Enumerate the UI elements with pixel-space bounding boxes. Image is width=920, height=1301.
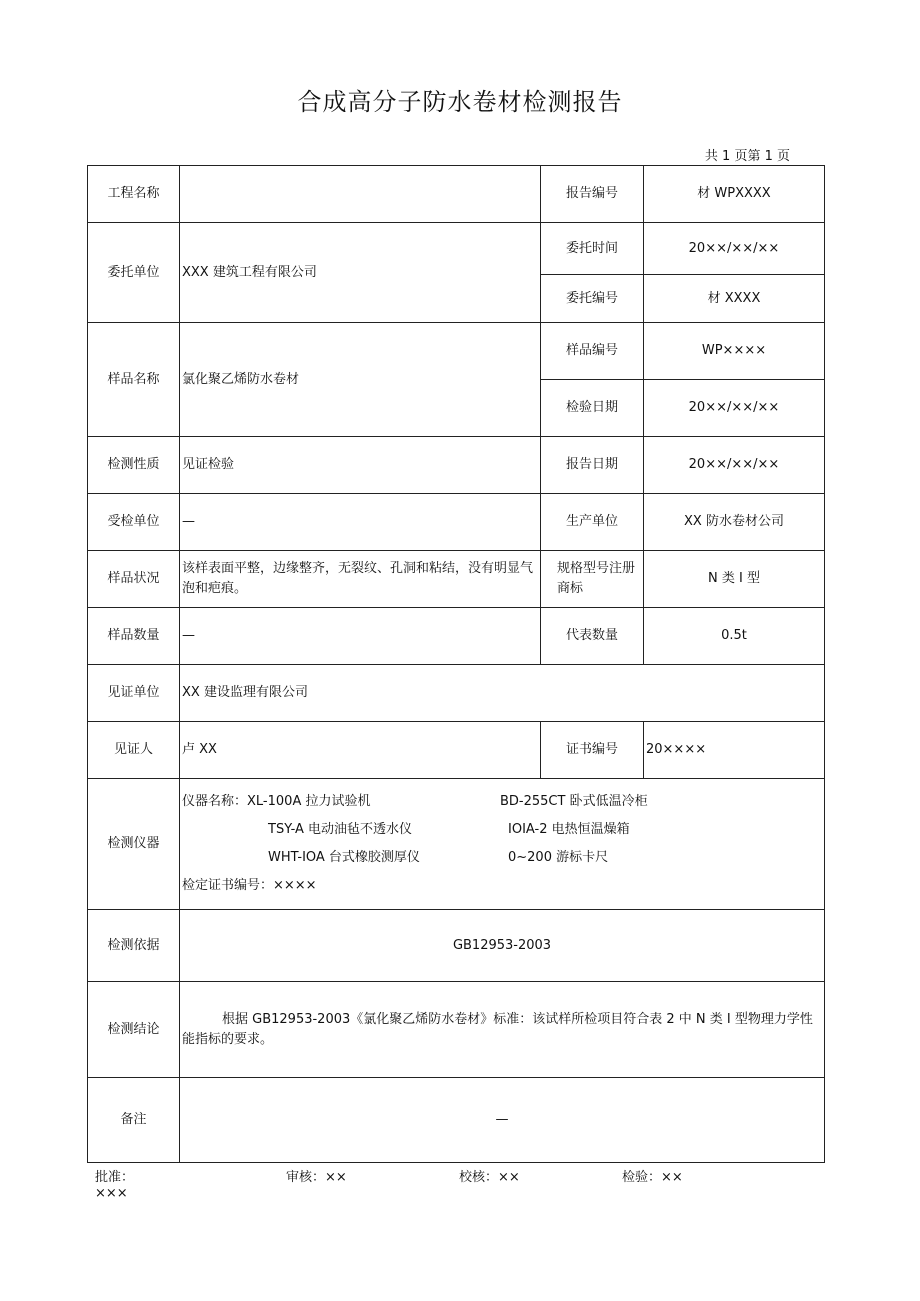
value-conclusion: 根据 GB12953-2003《氯化聚乙烯防水卷材》标准：该试样所检项目符合表 2 中 N 类 I 型物理力学性能指标的要求。: [180, 982, 825, 1078]
sign-review: 审核：××: [286, 1170, 347, 1185]
label-inspected-unit: 受检单位: [88, 494, 180, 551]
label-commission-no: 委托编号: [541, 275, 644, 323]
value-sample-no: WP××××: [644, 323, 825, 380]
label-sample-name: 样品名称: [88, 323, 180, 437]
instrument-item-2: BD-255CT 卧式低温冷柜: [500, 794, 648, 809]
row-sample-qty: [88, 608, 825, 665]
value-basis: GB12953-2003: [180, 910, 825, 982]
label-report-date: 报告日期: [541, 437, 644, 494]
value-project-name: [180, 166, 541, 223]
row-witness: [88, 722, 825, 779]
instruments-cell: [180, 779, 825, 910]
value-spec-model: N 类 I 型: [644, 551, 825, 608]
label-cert-no: 证书编号: [541, 722, 644, 779]
row-remarks: [88, 1078, 825, 1163]
instrument-item-5: WHT-IOA 台式橡胶测厚仪: [268, 850, 420, 865]
value-inspected-unit: —: [180, 494, 541, 551]
value-test-date: 20××/××/××: [644, 380, 825, 437]
row-instruments: [88, 779, 825, 910]
label-report-no: 报告编号: [541, 166, 644, 223]
label-witness: 见证人: [88, 722, 180, 779]
value-rep-qty: 0.5t: [644, 608, 825, 665]
label-test-nature: 检测性质: [88, 437, 180, 494]
instrument-item-6: 0~200 游标卡尺: [508, 850, 609, 865]
label-sample-status: 样品状况: [88, 551, 180, 608]
row-sample: [88, 323, 825, 380]
row-sample-status: [88, 551, 825, 608]
value-remarks: —: [180, 1078, 825, 1163]
label-instruments: 检测仪器: [88, 779, 180, 910]
label-manufacturer: 生产单位: [541, 494, 644, 551]
instrument-item-4: IOIA-2 电热恒温燥箱: [508, 822, 630, 837]
label-basis: 检测依据: [88, 910, 180, 982]
value-sample-status: 该样表面平整，边缘整齐，无裂纹、孔洞和粘结，没有明显气泡和疤痕。: [180, 551, 541, 608]
report-title: 合成高分子防水卷材检测报告: [297, 88, 623, 116]
label-witness-unit: 见证单位: [88, 665, 180, 722]
label-remarks: 备注: [88, 1078, 180, 1163]
row-client: [88, 223, 825, 275]
label-sample-no: 样品编号: [541, 323, 644, 380]
instrument-line-1: [182, 788, 822, 816]
value-sample-qty: —: [180, 608, 541, 665]
row-conclusion: [88, 982, 825, 1078]
row-test-nature: [88, 437, 825, 494]
label-conclusion: 检测结论: [88, 982, 180, 1078]
instrument-line-2: [182, 816, 822, 844]
value-witness-unit: XX 建设监理有限公司: [180, 665, 825, 722]
label-test-date: 检验日期: [541, 380, 644, 437]
sign-inspect: 检验：××: [622, 1170, 683, 1185]
value-witness: 卢 XX: [180, 722, 541, 779]
signature-row: [95, 1166, 795, 1186]
instrument-item-3: TSY-A 电动油毡不透水仪: [268, 822, 413, 837]
value-sample-name: 氯化聚乙烯防水卷材: [180, 323, 541, 437]
instrument-prefix: 仪器名称：: [182, 794, 248, 809]
value-commission-time: 20××/××/××: [644, 223, 825, 275]
label-sample-qty: 样品数量: [88, 608, 180, 665]
value-commission-no: 材 XXXX: [644, 275, 825, 323]
row-basis: [88, 910, 825, 982]
instrument-cert: 检定证书编号：××××: [182, 878, 317, 893]
value-report-date: 20××/××/××: [644, 437, 825, 494]
label-client: 委托单位: [88, 223, 180, 323]
value-test-nature: 见证检验: [180, 437, 541, 494]
page-info: 共 1 页第 1 页: [704, 149, 790, 164]
instrument-name: XL-100A 拉力试验机: [247, 794, 371, 809]
instrument-item-1: [182, 792, 500, 812]
label-rep-qty: 代表数量: [541, 608, 644, 665]
sign-check: 校核：××: [459, 1170, 520, 1185]
sign-approve-name: ×××: [95, 1186, 128, 1201]
sign-approve: 批准：: [95, 1170, 135, 1185]
row-inspected-unit: [88, 494, 825, 551]
value-report-no: 材 WPXXXX: [644, 166, 825, 223]
report-table: [87, 165, 825, 1163]
label-spec-model: 规格型号注册商标: [541, 551, 644, 608]
value-manufacturer: XX 防水卷材公司: [644, 494, 825, 551]
row-project: [88, 166, 825, 223]
instrument-line-3: [182, 844, 822, 872]
label-commission-time: 委托时间: [541, 223, 644, 275]
value-client: XXX 建筑工程有限公司: [180, 223, 541, 323]
value-cert-no: 20××××: [644, 722, 825, 779]
row-witness-unit: [88, 665, 825, 722]
label-project-name: 工程名称: [88, 166, 180, 223]
